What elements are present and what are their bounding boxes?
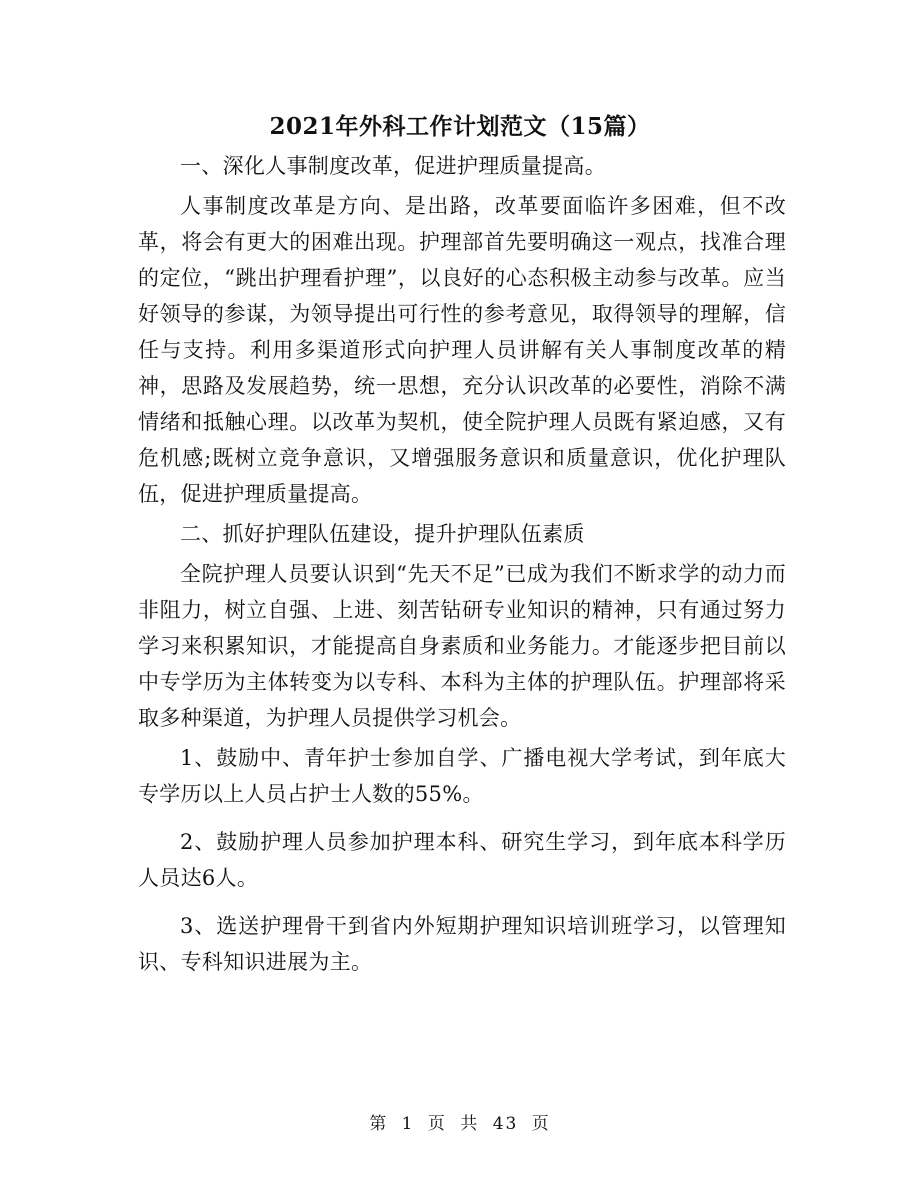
document-body [138,148,786,992]
document-title: 2021年外科工作计划范文（15篇） [269,113,651,140]
section-heading-1: 一、深化人事制度改革，促进护理质量提高。 [180,154,606,178]
section-heading-2: 二、抓好护理队伍建设，提升护理队伍素质 [180,522,585,546]
section-paragraph-2: 全院护理人员要认识到“先天不足”已成为我们不断求学的动力而非阻力，树立自强、上进、刻苦钻研专业知识的精神，只有通过努力学习来积累知识，才能提高自身素质和业务能力。才能逐步把目前以中专学历为主体转变为以专科、本科为主体的护理队伍。护理部将采取多种渠道，为护理人员提供学习机会。 [138,562,786,730]
section-paragraph-1: 人事制度改革是方向、是出路，改革要面临许多困难，但不改革，将会有更大的困难出现。护理部首先要明确这一观点，找准合理的定位，“跳出护理看护理”，以良好的心态积极主动参与改革。应当好领导的参谋，为领导提出可行性的参考意见，取得领导的理解，信任与支持。利用多渠道形式向护理人员讲解有关人事制度改革的精神，思路及发展趋势，统一思想，充分认识改革的必要性，消除不满情绪和抵触心理。以改革为契机，使全院护理人员既有紧迫感，又有危机感;既树立竞争意识，又增强服务意识和质量意识，优化护理队伍，促进护理质量提高。 [138,194,786,506]
page-number-footer: 第 1 页 共 43 页 [369,1114,551,1134]
list-item: 1、鼓励中、青年护士参加自学、广播电视大学考试，到年底大专学历以上人员占护士人数的55%。 [138,746,786,806]
list-item: 2、鼓励护理人员参加护理本科、研究生学习，到年底本科学历人员达6人。 [138,830,786,890]
list-item: 3、选送护理骨干到省内外短期护理知识培训班学习，以管理知识、专科知识进展为主。 [138,914,786,974]
